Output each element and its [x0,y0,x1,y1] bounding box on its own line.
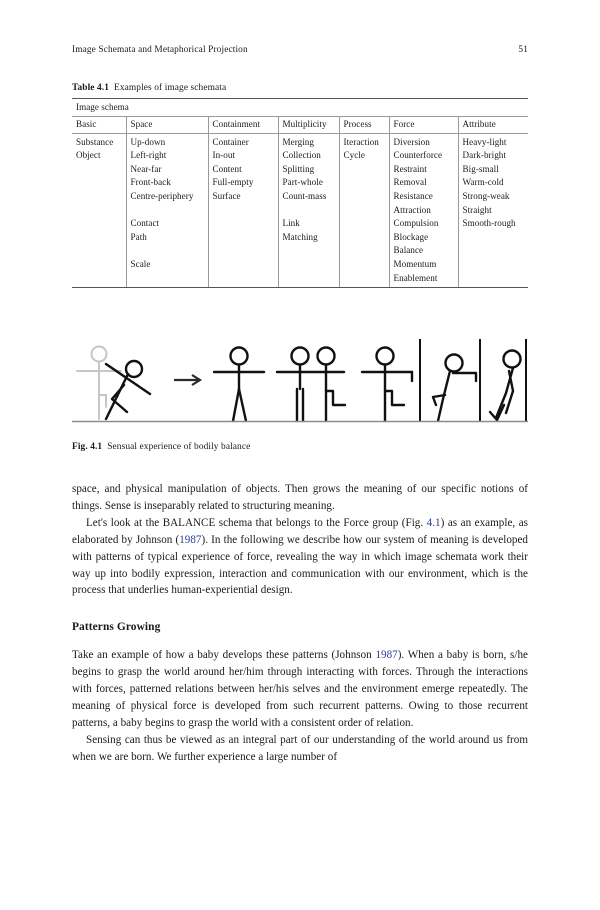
paired-figures-icon [277,348,345,422]
balanced-figure-icon [214,348,264,422]
table-header-row [72,116,528,134]
cell-line: Dark-bright [462,150,506,161]
table-group-header-row [72,99,528,117]
column-header-space: Space [126,116,208,134]
table-caption [72,83,226,93]
cell-line: Part-whole [282,177,323,188]
cell-line: Strong-weak [462,191,510,202]
figure-leaning-on-wall-icon [433,355,476,422]
section-spacer-bottom [72,633,528,647]
page-number: 51 [518,45,528,55]
paragraph-2 [72,515,528,600]
table-bottom-rule [72,287,528,288]
link-johnson-1987-b[interactable]: 1987 [375,649,398,662]
cell-line: Object [76,150,101,161]
running-head-title: Image Schemata and Metaphorical Projection [72,45,248,55]
cell-line: Blockage [393,231,429,242]
cell-line: Balance [393,245,424,256]
column-header-process: Process [339,116,389,134]
cell-line: Path [130,231,147,242]
cell-line: Up-down [130,136,166,147]
paragraph-4-text: Sensing can thus be viewed as an integral part of our understanding of the world around us from when we are born. We further experience a large number of [72,733,528,763]
cell-line: Scale [130,259,151,270]
table-caption-text: Examples of image schemata [114,83,227,93]
figure-touching-wall-icon [362,348,412,422]
cell-containment [208,134,278,287]
cell-line: Restraint [393,163,427,174]
arrow-right-icon [174,375,200,385]
stick-figure-illustration [72,333,528,425]
section-heading-patterns-growing: Patterns Growing [72,621,161,634]
table-group-header: Image schema [72,99,528,117]
cell-line: Matching [282,231,318,242]
section-spacer-top [72,599,528,621]
cell-line: Momentum [393,259,437,270]
cell-line: Cycle [343,150,365,161]
cell-line: Removal [393,177,427,188]
figure-label: Fig. 4.1 [72,442,103,452]
image-schema-table [72,98,528,287]
paragraph-2-seg3: ). In the following we describe how our system of meaning is developed with patterns of typical experience of force, revealing the way in which image schemata work their way up into bodily expression, interaction and communication with our environment, which is the process that underlies human-experiential design. [72,533,528,597]
table-label: Table 4.1 [72,83,110,93]
link-figure-4-1[interactable]: 4.1 [426,516,441,529]
cell-line: Straight [462,204,492,215]
column-header-force: Force [389,116,458,134]
cell-line: Warm-cold [462,177,504,188]
figure-balance [72,333,528,425]
table-body-row [72,134,528,287]
cell-line: Substance [76,136,114,147]
column-header-multiplicity: Multiplicity [278,116,339,134]
figure-resting-on-wall-icon [490,351,521,421]
paragraph-3-seg1: Take an example of how a baby develops these patterns (Johnson [72,649,376,662]
falling-figure-icon [106,361,150,419]
cell-attribute [458,134,528,287]
cell-line: Attraction [393,204,431,215]
cell-line: Resistance [393,191,433,202]
column-header-containment: Containment [208,116,278,134]
cell-process [339,134,389,287]
cell-line: Full-empty [212,177,254,188]
cell-line: Heavy-light [462,136,507,147]
column-header-attribute: Attribute [458,116,528,134]
ghost-figure-icon [77,347,121,420]
cell-line: Near-far [130,163,162,174]
cell-force [389,134,458,287]
cell-line: Counterforce [393,150,443,161]
cell-line: Front-back [130,177,171,188]
body-text [72,481,528,766]
cell-line: Link [282,218,300,229]
paragraph-3 [72,647,528,732]
cell-line: Merging [282,136,315,147]
cell-line: Splitting [282,163,315,174]
cell-line: Iteraction [343,136,379,147]
cell-line: Enablement [393,272,438,283]
cell-line: Content [212,163,242,174]
link-johnson-1987-a[interactable]: 1987 [179,533,202,546]
cell-basic [72,134,126,287]
cell-line: Collection [282,150,321,161]
running-head [72,45,528,55]
cell-line: Container [212,136,249,147]
figure-caption [72,442,250,452]
figure-caption-text: Sensual experience of bodily balance [107,442,251,452]
paragraph-4 [72,732,528,766]
cell-line: Compulsion [393,218,439,229]
paragraph-2-seg1: Let's look at the BALANCE schema that belongs to the Force group (Fig. [86,516,427,529]
cell-line: Surface [212,191,241,202]
cell-line: Centre-periphery [130,191,194,202]
cell-multiplicity [278,134,339,287]
cell-line: Diversion [393,136,430,147]
paragraph-3-seg2: ). When a baby is born, s/he begins to grasp the world around her/him through interacting with forces. Through the interactions with forces, patterned relations between her/his selves and the environment emerge repeatedly. The meaning of physical force is developed from such recurrent patterns. Owing to those recurrent patterns, a baby begins to grasp the world with a consistent order of relation. [72,649,528,729]
cell-line: Big-small [462,163,499,174]
column-header-basic: Basic [72,116,126,134]
paragraph-1 [72,481,528,515]
paragraph-2-seg2: ) as an example, as elaborated by Johnson ( [72,516,528,546]
paragraph-1-text: space, and physical manipulation of objects. Then grows the meaning of our specific notions of things. Sense is inseparably related to structuring meaning. [72,483,528,512]
cell-line: Contact [130,218,160,229]
cell-line: Smooth-rough [462,218,516,229]
cell-line: Count-mass [282,191,327,202]
cell-space [126,134,208,287]
cell-line: Left-right [130,150,167,161]
cell-line: In-out [212,150,236,161]
schema-table-wrapper [72,98,528,288]
